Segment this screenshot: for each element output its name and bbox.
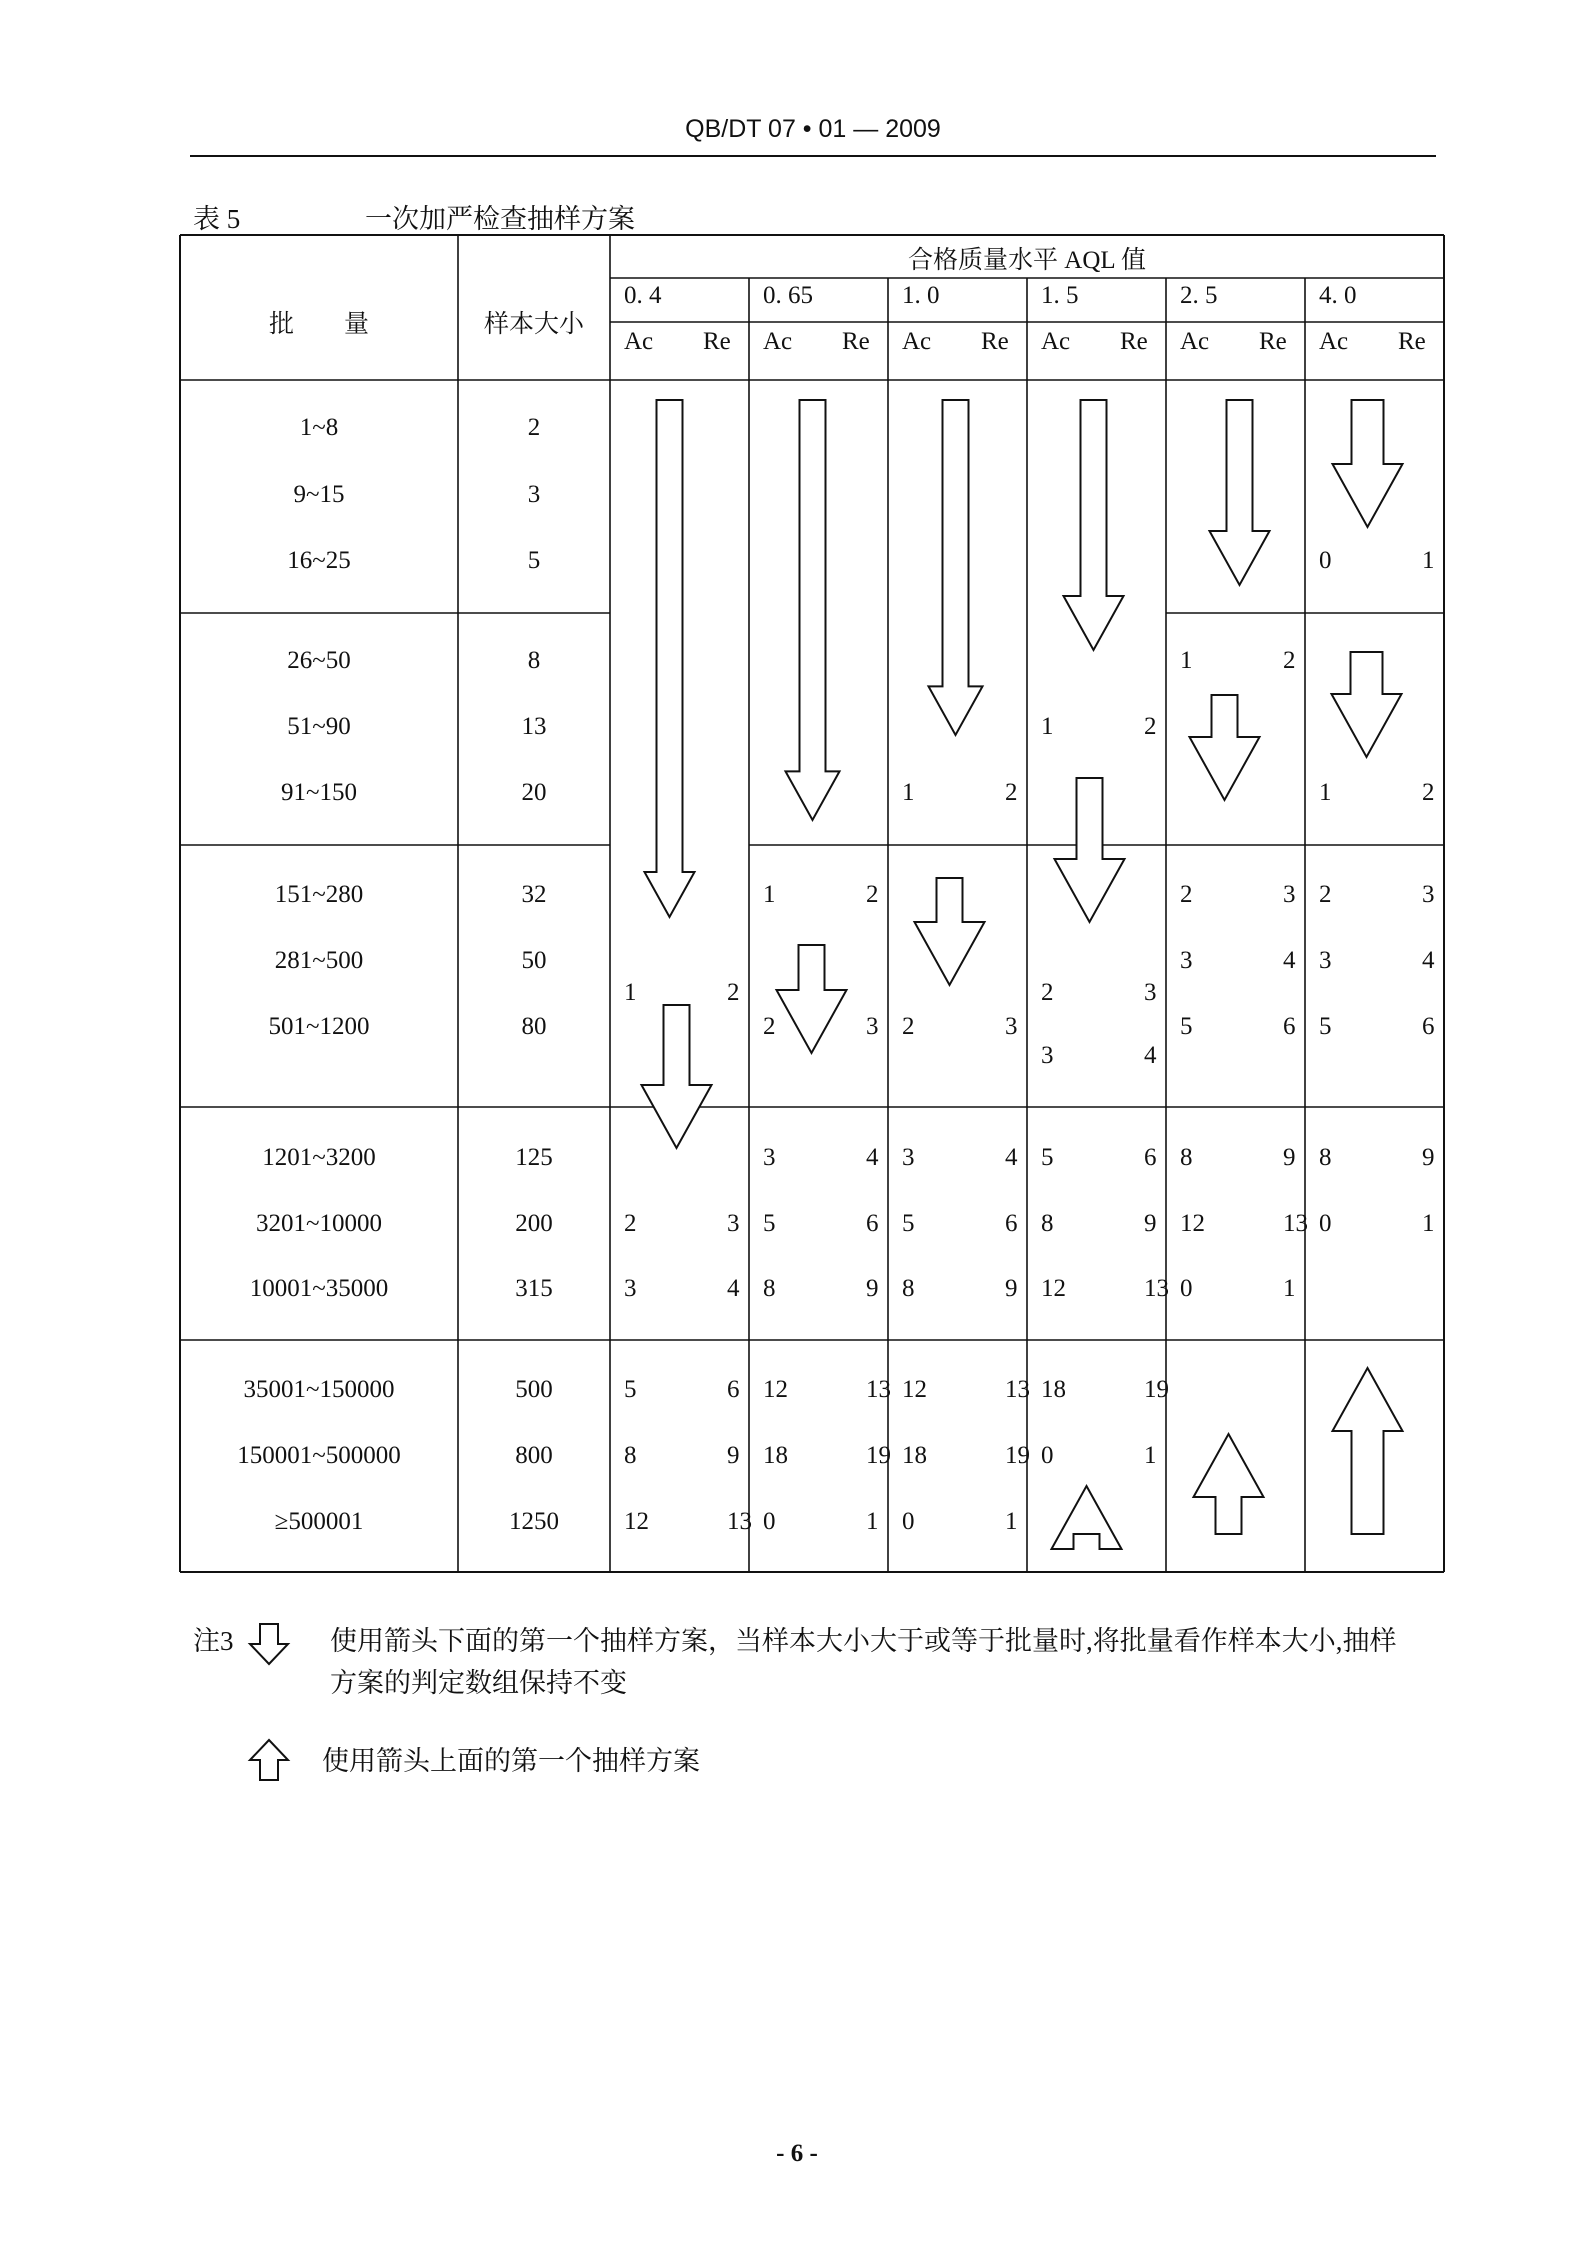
- up-arrow-icon: [246, 1738, 292, 1782]
- ac-value: 8: [763, 1275, 776, 1302]
- re-label: Re: [1259, 328, 1287, 355]
- down-arrow-icon: [1332, 652, 1402, 757]
- ac-value: 5: [902, 1210, 915, 1237]
- ac-value: 12: [763, 1376, 788, 1403]
- up-arrow-icon: [1194, 1434, 1264, 1534]
- aql-level: 2. 5: [1180, 282, 1218, 309]
- header-batch: 批 量: [268, 311, 370, 338]
- note-label: 注3: [193, 1626, 234, 1656]
- re-value: 3: [866, 1013, 879, 1040]
- re-value: 9: [727, 1442, 740, 1469]
- ac-value: 12: [1180, 1210, 1205, 1237]
- note-up-arrow: 使用箭头上面的第一个抽样方案: [322, 1746, 700, 1776]
- re-value: 9: [866, 1275, 879, 1302]
- ac-value: 2: [763, 1013, 776, 1040]
- down-arrow-icon: [1333, 400, 1403, 527]
- sample-size: 500: [515, 1376, 553, 1403]
- re-value: 6: [1144, 1144, 1157, 1171]
- re-label: Re: [703, 328, 731, 355]
- ac-value: 2: [1180, 881, 1193, 908]
- down-arrow-icon: [1210, 400, 1270, 585]
- table-number: 表 5: [193, 204, 241, 234]
- batch-size: 281~500: [274, 947, 364, 974]
- ac-value: 0: [1319, 547, 1332, 574]
- batch-size: 3201~10000: [255, 1210, 383, 1237]
- re-value: 2: [866, 881, 879, 908]
- table-title: 一次加严检查抽样方案: [365, 204, 635, 234]
- ac-value: 2: [902, 1013, 915, 1040]
- re-value: 9: [1283, 1144, 1296, 1171]
- ac-value: 18: [1041, 1376, 1066, 1403]
- header-sample-size: 样本大小: [483, 311, 585, 338]
- re-value: 1: [1422, 1210, 1435, 1237]
- ac-value: 5: [763, 1210, 776, 1237]
- ac-value: 1: [1041, 713, 1054, 740]
- down-arrow-icon: [1055, 778, 1125, 922]
- batch-size: ≥500001: [274, 1508, 364, 1535]
- batch-size: 16~25: [287, 547, 351, 574]
- re-value: 6: [866, 1210, 879, 1237]
- re-value: 2: [1144, 713, 1157, 740]
- batch-size: 1~8: [299, 414, 339, 441]
- re-label: Re: [1120, 328, 1148, 355]
- ac-value: 8: [1180, 1144, 1193, 1171]
- ac-value: 12: [902, 1376, 927, 1403]
- re-label: Re: [842, 328, 870, 355]
- aql-level: 0. 4: [624, 282, 662, 309]
- re-value: 2: [727, 979, 740, 1006]
- ac-value: 8: [1319, 1144, 1332, 1171]
- ac-value: 0: [1180, 1275, 1193, 1302]
- ac-value: 8: [1041, 1210, 1054, 1237]
- re-value: 4: [1144, 1042, 1157, 1069]
- sample-size: 13: [521, 713, 547, 740]
- down-arrow-icon: [915, 878, 985, 985]
- re-value: 1: [1005, 1508, 1018, 1535]
- re-value: 4: [866, 1144, 879, 1171]
- re-value: 19: [1144, 1376, 1169, 1403]
- re-value: 6: [1283, 1013, 1296, 1040]
- ac-value: 5: [1041, 1144, 1054, 1171]
- re-value: 6: [1005, 1210, 1018, 1237]
- ac-value: 3: [902, 1144, 915, 1171]
- batch-size: 151~280: [274, 881, 364, 908]
- re-value: 9: [1144, 1210, 1157, 1237]
- re-value: 3: [1283, 881, 1296, 908]
- re-value: 13: [1144, 1275, 1169, 1302]
- re-value: 4: [1005, 1144, 1018, 1171]
- re-value: 13: [866, 1376, 891, 1403]
- down-arrow-icon: [777, 945, 847, 1053]
- ac-value: 1: [763, 881, 776, 908]
- re-value: 9: [1005, 1275, 1018, 1302]
- down-arrow-icon: [1064, 400, 1124, 650]
- re-label: Re: [1398, 328, 1426, 355]
- ac-value: 3: [624, 1275, 637, 1302]
- ac-value: 0: [902, 1508, 915, 1535]
- batch-size: 26~50: [287, 647, 351, 674]
- batch-size: 51~90: [287, 713, 351, 740]
- ac-value: 3: [1319, 947, 1332, 974]
- batch-size: 91~150: [280, 779, 358, 806]
- down-arrow-icon: [1190, 695, 1260, 800]
- ac-value: 5: [1319, 1013, 1332, 1040]
- note-down-line-1: 使用箭头下面的第一个抽样方案，当样本大小大于或等于批量时,将批量看作样本大小,抽样: [330, 1626, 1397, 1656]
- ac-label: Ac: [1041, 328, 1071, 355]
- re-value: 4: [1283, 947, 1296, 974]
- re-value: 1: [866, 1508, 879, 1535]
- re-value: 3: [1144, 979, 1157, 1006]
- re-value: 6: [727, 1376, 740, 1403]
- ac-value: 1: [624, 979, 637, 1006]
- note-down-arrow: [330, 1620, 1450, 1704]
- aql-level: 4. 0: [1319, 282, 1357, 309]
- ac-label: Ac: [1319, 328, 1349, 355]
- sample-size: 1250: [509, 1508, 559, 1535]
- note-down-line-2: 方案的判定数组保持不变: [330, 1668, 627, 1698]
- ac-label: Ac: [1180, 328, 1210, 355]
- sample-size: 200: [515, 1210, 553, 1237]
- re-value: 1: [1283, 1275, 1296, 1302]
- ac-value: 18: [763, 1442, 788, 1469]
- up-arrow-icon: [1333, 1368, 1403, 1534]
- re-value: 1: [1422, 547, 1435, 574]
- batch-size: 35001~150000: [243, 1376, 395, 1403]
- sample-size: 315: [515, 1275, 553, 1302]
- re-value: 4: [727, 1275, 740, 1302]
- ac-value: 0: [763, 1508, 776, 1535]
- ac-value: 2: [624, 1210, 637, 1237]
- batch-size: 1201~3200: [262, 1144, 376, 1171]
- ac-value: 5: [624, 1376, 637, 1403]
- sample-size: 80: [521, 1013, 547, 1040]
- ac-value: 8: [902, 1275, 915, 1302]
- re-value: 2: [1283, 647, 1296, 674]
- sample-size: 800: [515, 1442, 553, 1469]
- re-value: 19: [866, 1442, 891, 1469]
- page-number: - 6 -: [776, 2140, 818, 2167]
- ac-value: 0: [1041, 1442, 1054, 1469]
- down-arrow-icon: [786, 400, 840, 820]
- re-value: 2: [1005, 779, 1018, 806]
- re-value: 6: [1422, 1013, 1435, 1040]
- down-arrow-icon: [246, 1622, 292, 1666]
- sample-size: 20: [521, 779, 547, 806]
- re-value: 4: [1422, 947, 1435, 974]
- sample-size: 5: [527, 547, 541, 574]
- re-value: 9: [1422, 1144, 1435, 1171]
- ac-value: 3: [1180, 947, 1193, 974]
- aql-level: 0. 65: [763, 282, 813, 309]
- batch-size: 10001~35000: [249, 1275, 389, 1302]
- ac-value: 1: [902, 779, 915, 806]
- sample-size: 8: [527, 647, 541, 674]
- re-value: 3: [727, 1210, 740, 1237]
- down-arrow-icon: [642, 1005, 712, 1148]
- ac-value: 2: [1041, 979, 1054, 1006]
- ac-label: Ac: [763, 328, 793, 355]
- down-arrow-icon: [929, 400, 983, 735]
- sample-size: 2: [527, 414, 541, 441]
- re-value: 3: [1005, 1013, 1018, 1040]
- batch-size: 150001~500000: [237, 1442, 401, 1469]
- ac-value: 3: [1041, 1042, 1054, 1069]
- ac-label: Ac: [902, 328, 932, 355]
- sample-size: 50: [521, 947, 547, 974]
- batch-size: 501~1200: [268, 1013, 370, 1040]
- sample-size: 32: [521, 881, 547, 908]
- header-aql: 合格质量水平 AQL 值: [908, 247, 1146, 274]
- ac-value: 12: [1041, 1275, 1066, 1302]
- ac-value: 5: [1180, 1013, 1193, 1040]
- aql-level: 1. 5: [1041, 282, 1079, 309]
- ac-value: 1: [1180, 647, 1193, 674]
- re-value: 19: [1005, 1442, 1030, 1469]
- ac-value: 2: [1319, 881, 1332, 908]
- re-value: 13: [1005, 1376, 1030, 1403]
- re-value: 3: [1422, 881, 1435, 908]
- ac-value: 0: [1319, 1210, 1332, 1237]
- aql-level: 1. 0: [902, 282, 940, 309]
- ac-value: 18: [902, 1442, 927, 1469]
- sample-size: 125: [515, 1144, 553, 1171]
- ac-value: 8: [624, 1442, 637, 1469]
- document-header: QB/DT 07 • 01 — 2009: [685, 115, 941, 143]
- sample-size: 3: [527, 481, 541, 508]
- ac-label: Ac: [624, 328, 654, 355]
- ac-value: 3: [763, 1144, 776, 1171]
- ac-value: 12: [624, 1508, 649, 1535]
- re-value: 1: [1144, 1442, 1157, 1469]
- re-value: 13: [727, 1508, 752, 1535]
- ac-value: 1: [1319, 779, 1332, 806]
- re-value: 2: [1422, 779, 1435, 806]
- re-value: 13: [1283, 1210, 1308, 1237]
- down-arrow-icon: [645, 400, 695, 917]
- up-arrow-icon: [1052, 1486, 1122, 1549]
- batch-size: 9~15: [293, 481, 345, 508]
- re-label: Re: [981, 328, 1009, 355]
